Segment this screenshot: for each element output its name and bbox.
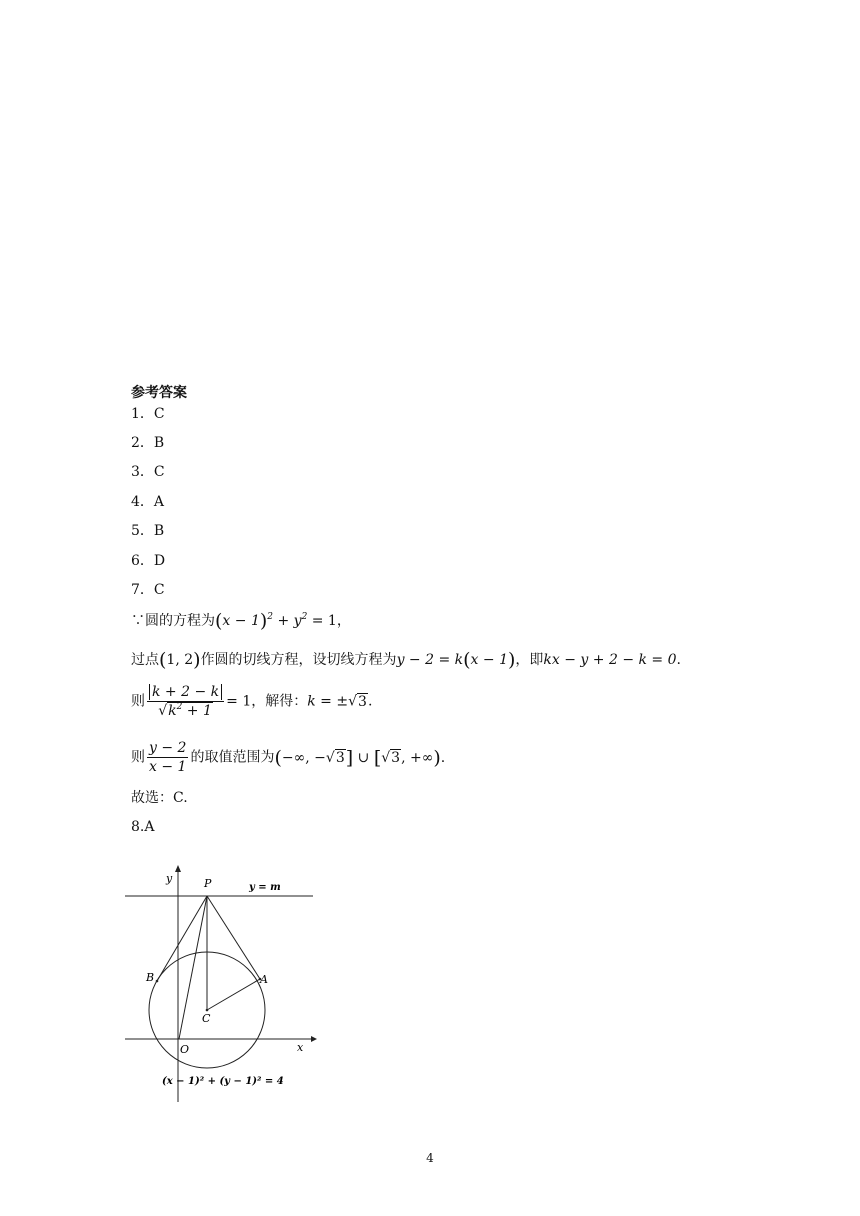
q7-line4-text-a: 则 bbox=[131, 749, 145, 766]
q7-line3-text-b: ，解得： bbox=[251, 693, 308, 710]
answer-6: 6．D bbox=[131, 553, 166, 569]
label-y: y bbox=[166, 872, 173, 885]
label-x: x bbox=[297, 1041, 304, 1054]
answer-3: 3．C bbox=[131, 464, 165, 480]
label-c: C bbox=[202, 1012, 211, 1025]
solution-formula: k = ±√3 bbox=[307, 693, 367, 710]
label-a: A bbox=[260, 973, 268, 986]
answer-2: 2．B bbox=[131, 435, 165, 451]
segment-ca bbox=[207, 979, 260, 1010]
y-axis-arrow bbox=[175, 865, 181, 872]
tangent-pa bbox=[207, 896, 260, 979]
q7-range-line bbox=[131, 740, 445, 775]
answer-5: 5．B bbox=[131, 523, 165, 539]
q7-circle-equation-line bbox=[131, 612, 351, 630]
range-formula: (−∞, −√3] ∪ [√3, +∞). bbox=[274, 746, 446, 769]
label-b: B bbox=[146, 971, 155, 984]
point-c bbox=[206, 1009, 209, 1012]
distance-fraction: $\frac{k + 2 - k}{√k^2 + 1}$ bbox=[147, 684, 224, 719]
answer-7: 7．C bbox=[131, 582, 165, 598]
label-o: O bbox=[180, 1043, 190, 1056]
q7-line2-text-b: 作圆的切线方程，设切线方程为 bbox=[200, 652, 397, 668]
answer-1: 1．C bbox=[131, 406, 165, 422]
point-b bbox=[156, 980, 159, 983]
tangent-equation-formula: y − 2 = k(x − 1) bbox=[396, 649, 516, 671]
point-formula: (1, 2) bbox=[159, 649, 201, 671]
circle-equation-label: (x − 1)² + (y − 1)² = 4 bbox=[162, 1076, 284, 1087]
q7-line3-text-a: 则 bbox=[131, 693, 145, 710]
q7-line4-text-b: 的取值范围为 bbox=[190, 749, 275, 766]
line-label: y = m bbox=[249, 882, 281, 893]
q7-line1-text: ∵圆的方程为 bbox=[131, 613, 215, 629]
slope-fraction: $\frac{y - 2}{x - 1}$ bbox=[149, 740, 187, 775]
page-number: 4 bbox=[426, 1151, 434, 1165]
circle-equation-formula: $(x - 1)^2 + y^2 = 1$， bbox=[215, 610, 351, 632]
q7-distance-line: 则 $\frac{k + 2 - k}{√k^2 + 1}$ = 1，解得：k = ±√3. bbox=[131, 684, 373, 719]
tangent-pb bbox=[157, 896, 207, 981]
q7-line2-text-c: ，即 bbox=[515, 652, 544, 668]
label-p: P bbox=[204, 877, 212, 890]
q7-line2-text-a: 过点 bbox=[131, 652, 159, 668]
answer-4: 4．A bbox=[131, 494, 165, 510]
tangent-general-formula: kx − y + 2 − k = 0 bbox=[543, 652, 677, 668]
answer-8: 8.A bbox=[131, 819, 155, 835]
q7-conclusion: 故选：C. bbox=[131, 790, 188, 806]
geometry-figure bbox=[125, 862, 325, 1107]
q7-tangent-line: 过点(1, 2)作圆的切线方程，设切线方程为y − 2 = k(x − 1)，即kx − y + 2 − k = 0. bbox=[131, 649, 681, 671]
x-axis-arrow bbox=[311, 1036, 317, 1042]
answer-key-heading: 参考答案 bbox=[131, 385, 187, 401]
